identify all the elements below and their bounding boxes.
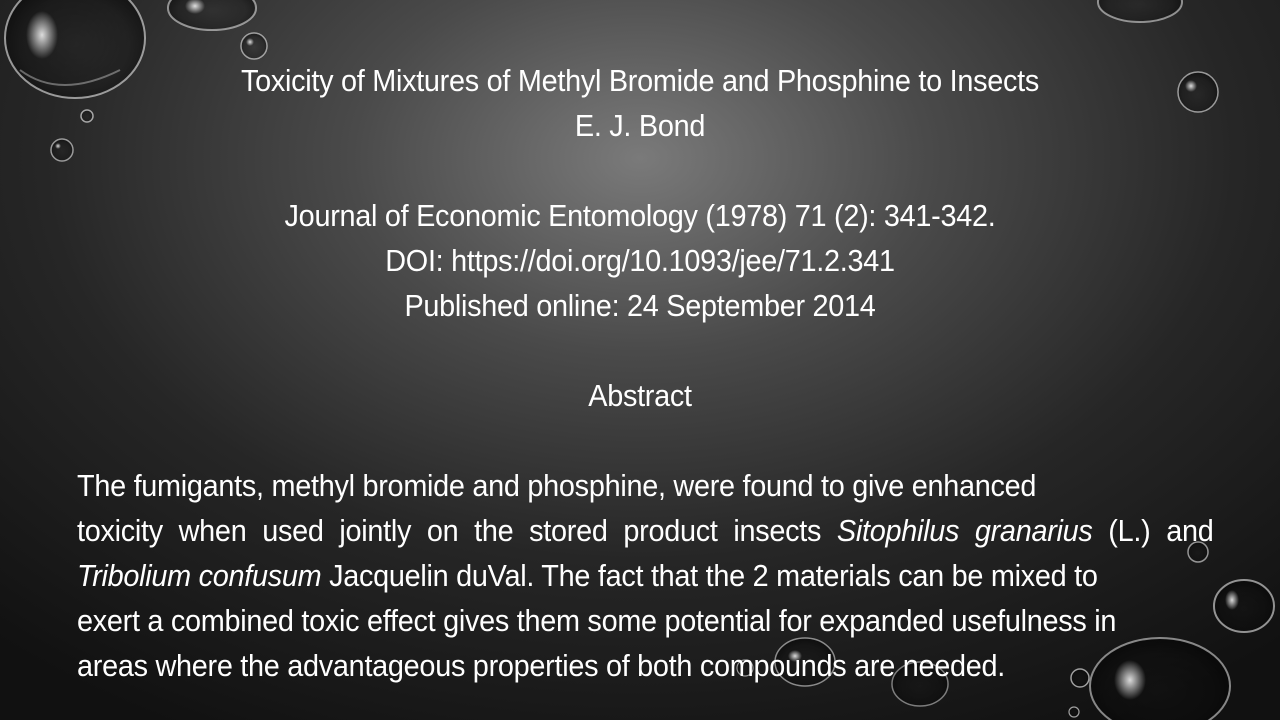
water-droplet-icon (1098, 0, 1182, 22)
water-droplet-icon (1069, 707, 1079, 717)
abstract-heading: Abstract (588, 378, 692, 413)
paper-title: Toxicity of Mixtures of Methyl Bromide and Phosphine to Insects (240, 63, 1040, 98)
water-droplet-icon (168, 0, 256, 30)
abstract-line (77, 553, 1213, 598)
journal-citation: Journal of Economic Entomology (1978) 71 (2): 341-342. (284, 198, 996, 233)
spacer (45, 148, 1235, 193)
paper-author: E. J. Bond (574, 108, 706, 143)
species-name: Tribolium confusum (77, 558, 322, 593)
abstract-text-run: Jacquelin duVal. The fact that the 2 materials can be mixed to (321, 558, 1098, 593)
spacer (45, 328, 1235, 373)
doi-link[interactable]: DOI: https://doi.org/10.1093/jee/71.2.341 (385, 243, 895, 278)
water-droplet-icon (241, 33, 267, 59)
abstract-text-run: areas where the advantageous properties of both compounds are needed. (77, 648, 1005, 683)
abstract-line (77, 463, 1213, 508)
abstract-text-run: toxicity when used jointly on the stored product insects (77, 513, 837, 548)
published-date: Published online: 24 September 2014 (404, 288, 876, 323)
abstract-text-run: The fumigants, methyl bromide and phosphine, were found to give enhanced (77, 468, 1037, 503)
water-droplet-icon (1214, 580, 1274, 632)
abstract-text (77, 463, 1213, 688)
abstract-line (77, 598, 1213, 643)
species-name: Sitophilus granarius (836, 513, 1093, 548)
citation-header (45, 58, 1235, 418)
abstract-line (77, 643, 1213, 688)
abstract-text-run: (L.) and (1092, 513, 1214, 548)
abstract-text-run: exert a combined toxic effect gives them some potential for expanded usefulness in (77, 603, 1117, 638)
abstract-line (77, 508, 1213, 553)
